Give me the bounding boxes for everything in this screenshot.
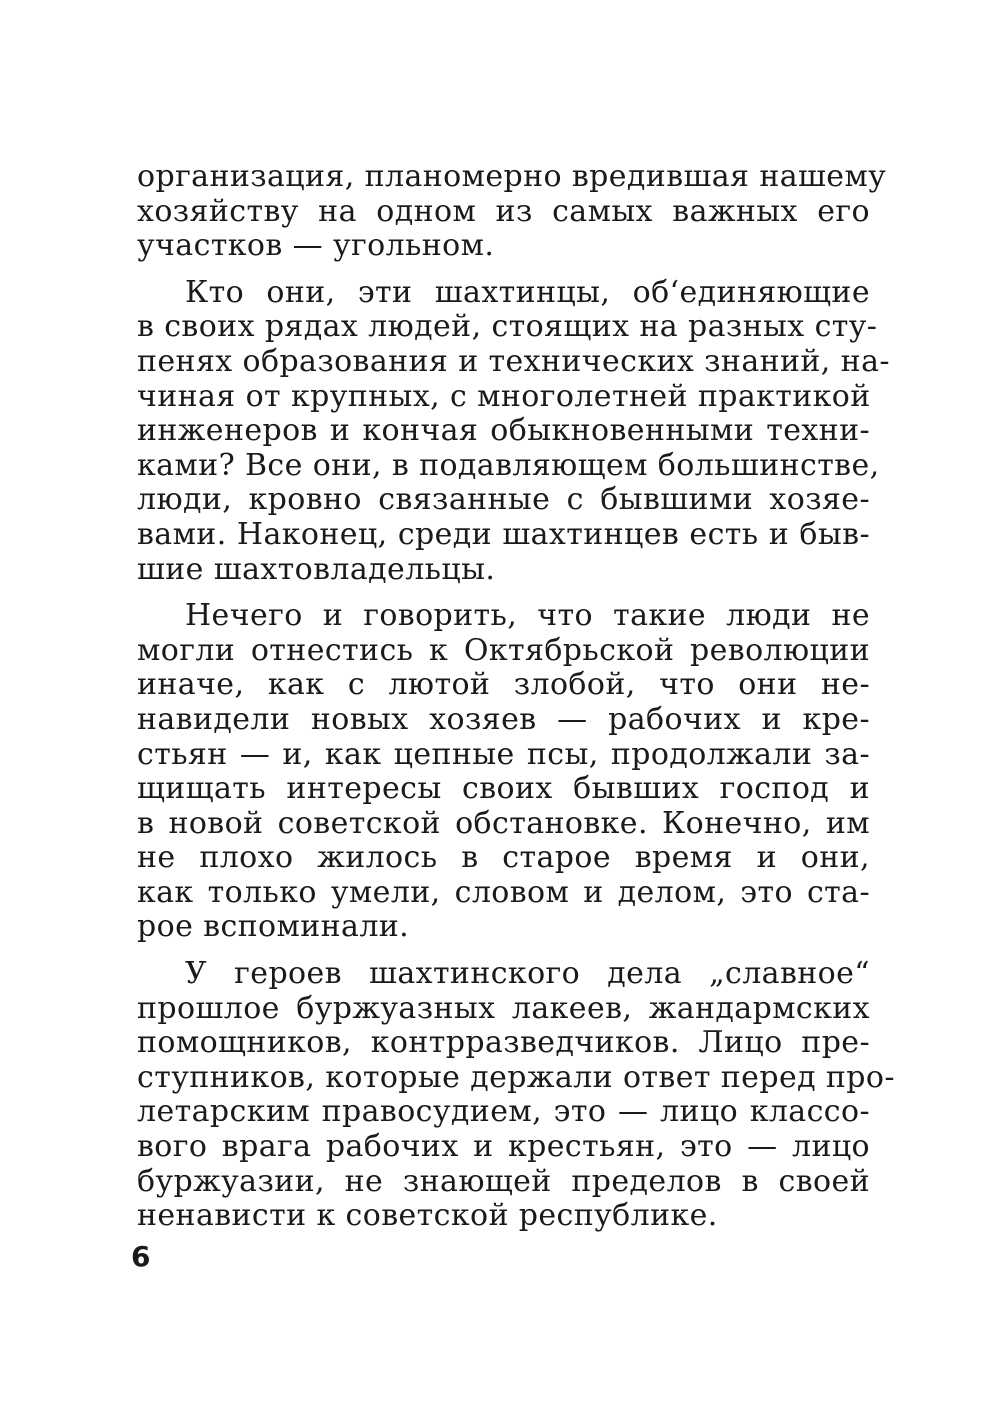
- text-line: шие шахтовладельцы.: [137, 551, 496, 587]
- text-line: в своих рядах людей, стоящих на разных сту-: [137, 309, 878, 345]
- text-line: вами. Наконец, среди шахтинцев есть и быв-: [137, 516, 870, 552]
- text-line: хозяйству на одном из самых важных его: [137, 193, 870, 229]
- text-line: вого врага рабочих и крестьян, это — лицо: [137, 1129, 870, 1165]
- page-body: [137, 159, 895, 1246]
- paragraph-2: [137, 274, 890, 587]
- text-line: участков — угольном.: [137, 228, 495, 264]
- text-line: Нечего и говорить, что такие люди не: [185, 598, 870, 634]
- paragraph-3: [137, 599, 870, 945]
- text-line: прошлое буржуазных лакеев, жандармских: [137, 990, 870, 1026]
- text-line: инженеров и кончая обыкновенными техни-: [137, 413, 870, 449]
- page-number: 6: [131, 1240, 151, 1273]
- text-line: рое вспоминали.: [137, 909, 410, 945]
- text-line: ненависти к советской республике.: [137, 1198, 718, 1234]
- text-line: организация, планомерно вредившая нашему: [137, 159, 887, 194]
- text-line: пенях образования и технических знаний, на-: [137, 343, 890, 379]
- text-line: не плохо жилось в старое время и они,: [137, 840, 870, 876]
- text-line: У героев шахтинского дела „славное“: [185, 956, 870, 992]
- text-line: летарским правосудием, это — лицо классо-: [137, 1094, 870, 1130]
- text-line: иначе, как с лютой злобой, что они не-: [137, 667, 870, 703]
- text-line: как только умели, словом и делом, это ста-: [137, 874, 870, 910]
- text-line: ками? Все они, в подавляющем большинстве,: [137, 447, 880, 483]
- text-line: помощников, контрразведчиков. Лицо пре-: [137, 1025, 870, 1061]
- text-line: люди, кровно связанные с бывшими хозяе-: [137, 482, 870, 518]
- text-line: в новой советской обстановке. Конечно, им: [137, 805, 870, 841]
- text-line: чиная от крупных, с многолетней практикой: [137, 378, 871, 414]
- text-line: буржуазии, не знающей пределов в своей: [137, 1163, 870, 1199]
- text-line: могли отнестись к Октябрьской революции: [137, 632, 870, 668]
- text-line: навидели новых хозяев — рабочих и кре-: [137, 701, 870, 737]
- paragraph-4: [137, 956, 895, 1234]
- text-line: Кто они, эти шахтинцы, об‘единяющие: [185, 274, 870, 310]
- paragraph-1: [137, 159, 887, 264]
- text-line: щищать интересы своих бывших господ и: [137, 771, 870, 807]
- text-line: стьян — и, как цепные псы, продолжали за-: [137, 736, 870, 772]
- text-line: ступников, которые держали ответ перед про-: [137, 1059, 895, 1095]
